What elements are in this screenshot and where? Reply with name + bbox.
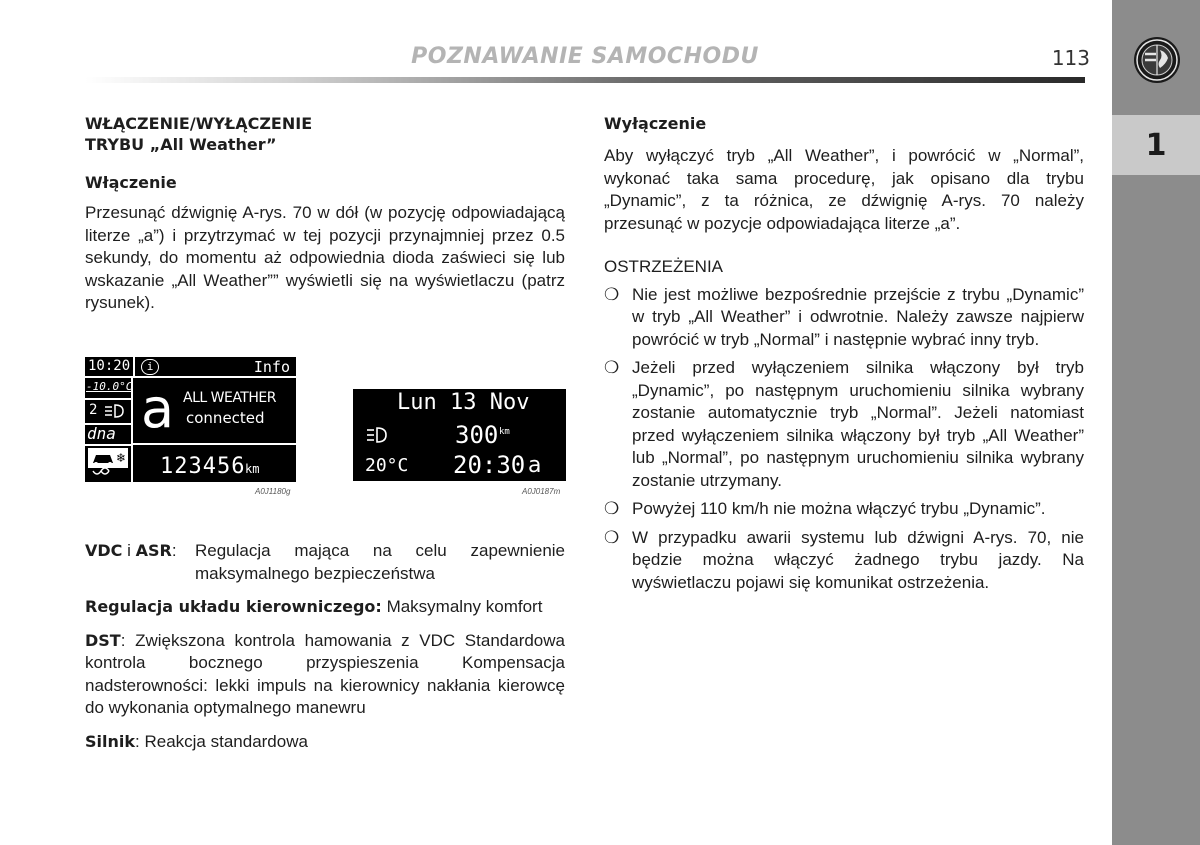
- definition-engine: [85, 731, 565, 754]
- chapter-tab[interactable]: [1112, 115, 1200, 175]
- right-column: [604, 113, 1084, 600]
- figure-caption-2: A0J0187m: [522, 487, 561, 496]
- display-outside-temp: -10.0°C: [86, 380, 133, 393]
- warning-item: [604, 357, 1084, 492]
- chapter-sidebar: [1112, 0, 1200, 845]
- divider: [133, 443, 296, 445]
- warning-item: [604, 498, 1084, 521]
- warning-text: W przypadku awarii systemu lub dźwigni A-rys. 70, nie będzie można włączyć żadnego trybu jazdy. Na wyświetlaczu pojawi się komunikat ostrzeżenia.: [632, 527, 1084, 592]
- bullet-circle-icon: ❍: [604, 284, 620, 304]
- slippery-road-icon: [87, 447, 129, 479]
- display-info-label: Info: [253, 358, 290, 376]
- warning-text: Nie jest możliwe bezpośrednie przejście z trybu „Dynamic” w tryb „All Weather” i odwrotnie. Należy zawsze najpierw powrócić w tryb „Normal” i następnie wybrać inny tryb.: [632, 284, 1084, 349]
- warning-text: Jeżeli przed wyłączeniem silnika włączony był tryb „Dynamic”, po następnym uruchomieniu silnika wybrany zostanie automatycznie tryb „Normal”. Jeżeli natomiast przed wyłączeniem silnika włączony był tryb „All Weather” lub „Normal”, po następnym uruchomieniu silnika wybrany zostanie utrzymany.: [632, 358, 1084, 490]
- definition-steering-text: Maksymalny komfort: [386, 597, 543, 616]
- term-colon: :: [120, 630, 136, 650]
- warnings-title: OSTRZEŻENIA: [604, 257, 724, 276]
- header-rule: [85, 77, 1085, 83]
- term-colon: :: [171, 541, 177, 560]
- chapter-number: 1: [1145, 127, 1167, 163]
- display-temp: 20°C: [365, 455, 409, 476]
- definition-steering: [85, 596, 565, 619]
- divider: [85, 398, 131, 400]
- info-icon: i: [141, 359, 159, 375]
- warning-item: [604, 284, 1084, 352]
- subheading-off: Wyłączenie: [604, 114, 707, 133]
- instrument-display-2: [353, 389, 566, 481]
- mode-definitions: [85, 540, 565, 753]
- definition-engine-text: Reakcja standardowa: [144, 731, 308, 751]
- display-mode-status: connected: [186, 409, 265, 427]
- display-clock: 10:20: [88, 358, 131, 374]
- section-heading-line2: TRYBU „All Weather”: [85, 135, 277, 154]
- term-asr: ASR: [135, 541, 172, 560]
- figure-caption-1: A0J1180g: [255, 487, 291, 496]
- term-dst: DST: [85, 630, 121, 650]
- instrument-display-1: [85, 357, 296, 482]
- warning-item: [604, 527, 1084, 595]
- section-heading: [85, 113, 565, 155]
- bullet-circle-icon: ❍: [604, 499, 620, 518]
- sidebar-bottom: [1112, 178, 1200, 845]
- definition-vdc-asr: [85, 540, 565, 585]
- page-section-title: POZNAWANIE SAMOCHODU: [411, 44, 759, 69]
- display-date: Lun 13 Nov: [397, 390, 530, 415]
- definition-vdc-text: Regulacja mająca na celu zapewnienie maksymalnego bezpieczeństwa: [195, 541, 565, 583]
- bullet-circle-icon: ❍: [604, 358, 620, 377]
- divider: [85, 444, 131, 446]
- left-column: [85, 113, 565, 315]
- display-odometer-unit: km: [245, 462, 260, 476]
- definition-dst: [85, 630, 565, 720]
- display-odometer: 123456: [160, 454, 246, 479]
- warning-text: Powyżej 110 km/h nie można włączyć trybu „Dynamic”.: [632, 499, 1046, 518]
- svg-text:❄: ❄: [116, 451, 127, 465]
- paragraph-on: Przesunąć dźwignię A-rys. 70 w dół (w pozycję odpowiadającą literze „a”) i przytrzymać w tej pozycji przynajmniej przez 0.5 sekundy, do momentu aż odpowiednia dioda zaświeci się lub wskazanie „All Weather”” wyświetli się na wyświetlaczu (patrz rysunek).: [85, 203, 565, 312]
- headlight-icon: [103, 403, 125, 419]
- term-engine: Silnik: [85, 731, 136, 751]
- brand-logo-icon: [1133, 36, 1181, 84]
- display-time: 20:30: [453, 451, 526, 479]
- headlight-icon: [365, 426, 389, 444]
- term-steering: Regulacja układu kierowniczego:: [85, 597, 382, 616]
- bullet-circle-icon: ❍: [604, 527, 620, 547]
- display-gear: 2: [89, 402, 98, 418]
- definition-dst-text: Zwiększona kontrola hamowania z VDC Standardowa kontrola bocznego przyspieszenia Kompensacja nadsterowności: lekki impuls na kierownicy nakłania kierowcę do wykonania optymalnego manewru: [85, 630, 565, 717]
- display-mode: a: [528, 453, 542, 478]
- display-mode-name: ALL WEATHER: [183, 390, 276, 406]
- divider: [133, 357, 135, 376]
- term-vdc: VDC: [85, 541, 123, 560]
- subheading-on: Włączenie: [85, 173, 177, 192]
- term-join: i: [122, 541, 136, 560]
- display-mode-letter: a: [141, 377, 175, 440]
- display-dna-label: dna: [87, 424, 116, 443]
- display-range: 300: [455, 421, 499, 449]
- display-range-unit: km: [499, 427, 510, 437]
- section-heading-line1: WŁĄCZENIE/WYŁĄCZENIE: [85, 114, 313, 133]
- paragraph-off: Aby wyłączyć tryb „All Weather”, i powrócić w „Normal”, wykonać taka sama procedurę, jak opisano dla trybu „Dynamic”, z ta różnica, ze dźwignię A-rys. 70 należy przesunąć w pozycje odpowiadająca literze „a”.: [604, 146, 1084, 233]
- page-number: 113: [1051, 46, 1090, 70]
- term-colon: :: [135, 731, 145, 751]
